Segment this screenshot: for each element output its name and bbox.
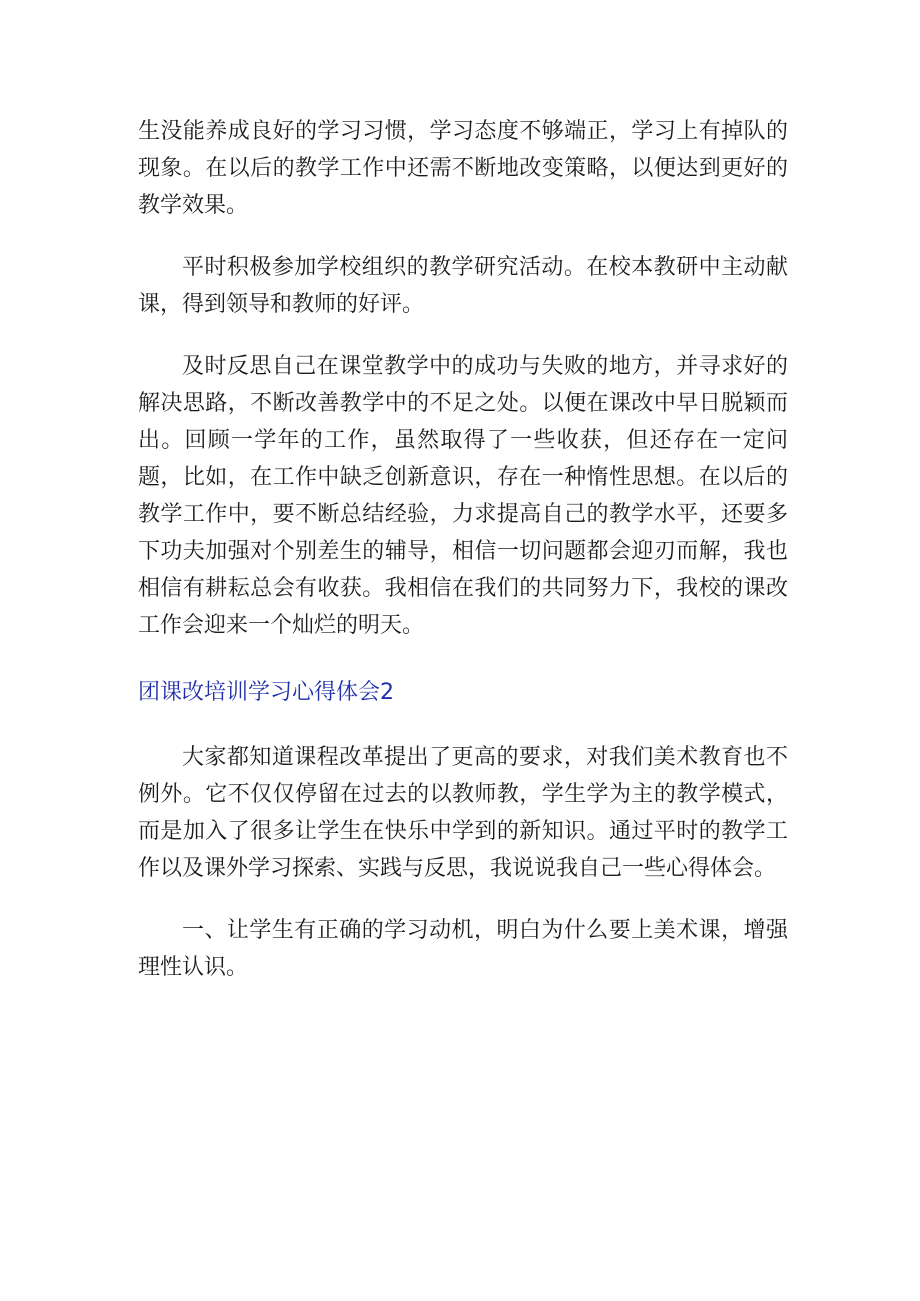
- paragraph-point-one: 一、让学生有正确的学习动机，明白为什么要上美术课，增强理性认识。: [138, 918, 788, 980]
- paragraph-curriculum-reform: 大家都知道课程改革提出了更高的要求，对我们美术教育也不例外。它不仅仅停留在过去的以教师教，学生学为主的教学模式，而是加入了很多让学生在快乐中学到的新知识。通过平时的教学工作以及课外学习探索、实践与反思，我说说我自己一些心得体会。: [138, 745, 788, 881]
- paragraph-research-activity: 平时积极参加学校组织的教学研究活动。在校本教研中主动献课，得到领导和教师的好评。: [138, 255, 788, 317]
- section-heading: 团课改培训学习心得体会2: [138, 680, 394, 705]
- paragraph-reflection: 及时反思自己在课堂教学中的成功与失败的地方，并寻求好的解决思路，不断改善教学中的不足之处。以便在课改中早日脱颖而出。回顾一学年的工作，虽然取得了一些收获，但还存在一定问题，比如，在工作中缺乏创新意识，存在一种惰性思想。在以后的教学工作中，要不断总结经验，力求提高自己的教学水平，还要多下功夫加强对个别差生的辅导，相信一切问题都会迎刃而解，我也相信有耕耘总会有收获。我相信在我们的共同努力下，我校的课改工作会迎来一个灿烂的明天。: [138, 354, 788, 638]
- document-body: [138, 113, 788, 986]
- paragraph-continuation: 生没能养成良好的学习习惯，学习态度不够端正，学习上有掉队的现象。在以后的教学工作中还需不断地改变策略，以便达到更好的教学效果。: [138, 119, 788, 218]
